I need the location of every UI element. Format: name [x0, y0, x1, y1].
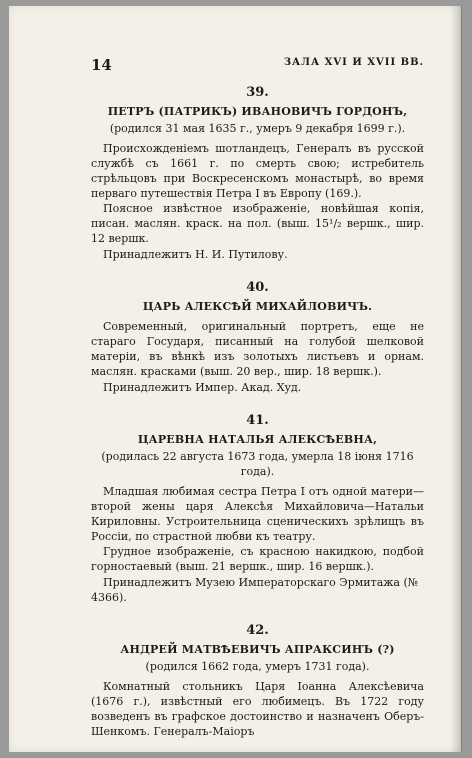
entry-description: Поясное извѣстное изображеніе, новѣйшая копія, писан. маслян. краск. на пол. (выш. 15¹/₂ вершк., шир. 12 вершк. — [91, 202, 424, 245]
entry-biography: Комнатный стольникъ Царя Іоанна Алексѣевича (1676 г.), извѣстный его любимецъ. Въ 1722 году возведенъ въ графское достоинство и назначенъ Оберъ-Шенкомъ. Генералъ-Маіоръ — [91, 680, 424, 738]
entry-dates: (родился 1662 года, умеръ 1731 года). — [145, 660, 370, 673]
page-spine-shadow — [450, 6, 462, 752]
entry-owner: Принадлежитъ Музею Императорскаго Эрмитажа (№ 4366). — [91, 576, 419, 604]
entry-number: 39. — [246, 85, 269, 100]
catalog-entry-42 — [91, 624, 424, 739]
entry-number: 41. — [246, 413, 269, 428]
running-header — [91, 56, 424, 74]
entry-number: 42. — [246, 623, 269, 638]
book-page — [9, 6, 461, 752]
page-number: 14 — [91, 56, 112, 74]
catalog-entry-39 — [91, 86, 424, 262]
entry-biography: Происхожденіемъ шотландецъ, Генералъ въ русской службѣ съ 1661 г. по смерть свою; истребитель стрѣльцовъ при Воскресенскомъ монастырѣ, во время перваго путешествія Петра I въ Европу (169.). — [91, 142, 424, 200]
entry-title: АНДРЕЙ МАТВѢЕВИЧЪ АПРАКСИНЪ (?) — [120, 643, 395, 656]
entry-title: ПЕТРЪ (ПАТРИКЪ) ИВАНОВИЧЪ ГОРДОНЪ, — [107, 105, 408, 118]
catalog-entries — [91, 86, 424, 758]
entry-biography: Младшая любимая сестра Петра I отъ одной матери—второй жены царя Алексѣя Михайловича—Натальи Кириловны. Устроительница сценическихъ зрѣлищъ въ Россіи, по страстной любви къ театру. — [91, 485, 424, 543]
entry-dates: (родилась 22 августа 1673 года, умерла 18 іюня 1716 года). — [101, 450, 414, 478]
entry-number: 40. — [246, 280, 269, 295]
entry-description: Современный, оригинальный портретъ, еще не стараго Государя, писанный на голубой шелковой матеріи, въ вѣнкѣ изъ золотыхъ листьевъ и орнам. маслян. красками (выш. 20 вер., шир. 18 вершк.). — [91, 320, 424, 378]
catalog-entry-41 — [91, 414, 424, 605]
entry-title: ЦАРЬ АЛЕКСѢЙ МИХАЙЛОВИЧЪ. — [142, 300, 373, 313]
catalog-entry-40 — [91, 281, 424, 395]
entry-title: ЦАРЕВНА НАТАЛЬЯ АЛЕКСѢЕВНА, — [137, 433, 378, 446]
running-title: ЗАЛА XVI И XVII ВВ. — [283, 57, 424, 68]
entry-description: Грудное изображеніе, съ красною накидкою, подбой горностаевый (выш. 21 вершк., шир. 16 вершк.). — [91, 545, 424, 573]
entry-owner: Принадлежитъ Н. И. Путилову. — [103, 248, 288, 261]
entry-owner: Принадлежитъ Импер. Акад. Худ. — [103, 381, 302, 394]
entry-dates: (родился 31 мая 1635 г., умеръ 9 декабря 1699 г.). — [109, 122, 406, 135]
